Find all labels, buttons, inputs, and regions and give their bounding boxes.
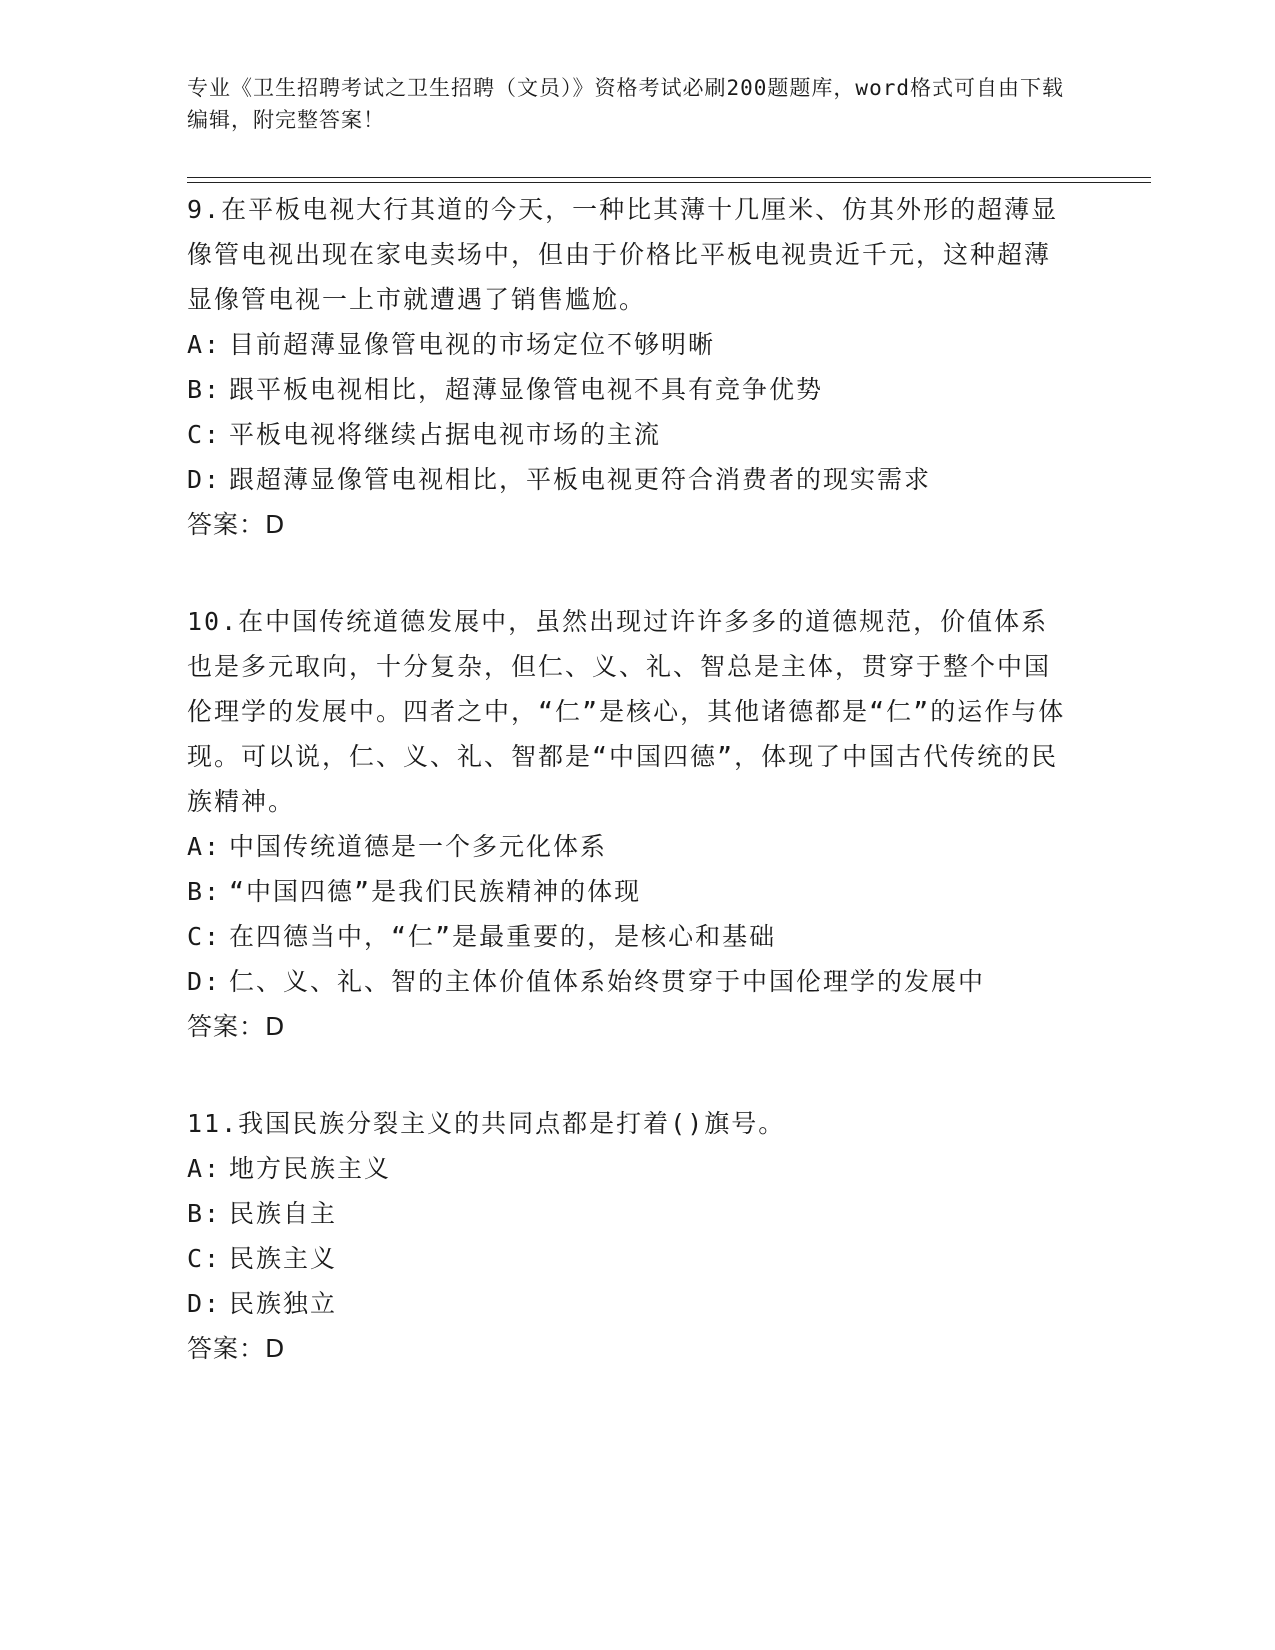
option-text: 平板电视将继续占据电视市场的主流 <box>229 420 662 449</box>
option-a <box>187 1146 1067 1191</box>
option-text: 中国传统道德是一个多元化体系 <box>229 832 608 861</box>
header-divider-thin <box>187 182 1151 183</box>
option-b <box>187 367 1067 412</box>
option-text: 民族自主 <box>229 1199 338 1228</box>
option-letter: B: <box>187 375 222 404</box>
option-text: 民族独立 <box>229 1289 338 1318</box>
option-text: 在四德当中，“仁”是最重要的，是核心和基础 <box>229 922 777 951</box>
option-letter: A: <box>187 330 222 359</box>
question-stem: 11.我国民族分裂主义的共同点都是打着()旗号。 <box>187 1109 786 1138</box>
option-c <box>187 914 1067 959</box>
answer-line: 答案：D <box>187 1012 286 1041</box>
option-letter: D: <box>187 465 222 494</box>
option-text: 跟平板电视相比，超薄显像管电视不具有竞争优势 <box>229 375 824 404</box>
option-letter: C: <box>187 420 222 449</box>
option-a <box>187 824 1067 869</box>
header-divider-thick <box>187 177 1151 178</box>
option-d <box>187 457 1067 502</box>
option-text: “中国四德”是我们民族精神的体现 <box>229 877 642 906</box>
document-header: 专业《卫生招聘考试之卫生招聘（文员）》资格考试必刷200题题库，word格式可自由下载编辑，附完整答案！ <box>187 76 1064 132</box>
option-text: 地方民族主义 <box>229 1154 392 1183</box>
option-letter: B: <box>187 877 222 906</box>
option-text: 目前超薄显像管电视的市场定位不够明晰 <box>229 330 716 359</box>
answer-line: 答案：D <box>187 510 286 539</box>
option-letter: A: <box>187 832 222 861</box>
question-stem: 9.在平板电视大行其道的今天，一种比其薄十几厘米、仿其外形的超薄显像管电视出现在家电卖场中，但由于价格比平板电视贵近千元，这种超薄显像管电视一上市就遭遇了销售尴尬。 <box>187 195 1059 314</box>
option-letter: D: <box>187 1289 222 1318</box>
option-letter: B: <box>187 1199 222 1228</box>
option-b <box>187 869 1067 914</box>
option-text: 民族主义 <box>229 1244 338 1273</box>
option-b <box>187 1191 1067 1236</box>
option-text: 仁、义、礼、智的主体价值体系始终贯穿于中国伦理学的发展中 <box>229 967 986 996</box>
option-d <box>187 959 1067 1004</box>
option-letter: C: <box>187 922 222 951</box>
question-stem: 10.在中国传统道德发展中，虽然出现过许许多多的道德规范，价值体系也是多元取向，十分复杂，但仁、义、礼、智总是主体，贯穿于整个中国伦理学的发展中。四者之中，“仁”是核心，其他诸德都是“仁”的运作与体现。可以说，仁、义、礼、智都是“中国四德”，体现了中国古代传统的民族精神。 <box>187 607 1066 816</box>
question-10 <box>187 599 1067 1049</box>
option-a <box>187 322 1067 367</box>
option-letter: C: <box>187 1244 222 1273</box>
question-11 <box>187 1101 1067 1371</box>
option-text: 跟超薄显像管电视相比，平板电视更符合消费者的现实需求 <box>229 465 932 494</box>
option-letter: D: <box>187 967 222 996</box>
answer-line: 答案：D <box>187 1334 286 1363</box>
option-c <box>187 412 1067 457</box>
option-d <box>187 1281 1067 1326</box>
option-c <box>187 1236 1067 1281</box>
question-9 <box>187 187 1067 547</box>
option-letter: A: <box>187 1154 222 1183</box>
